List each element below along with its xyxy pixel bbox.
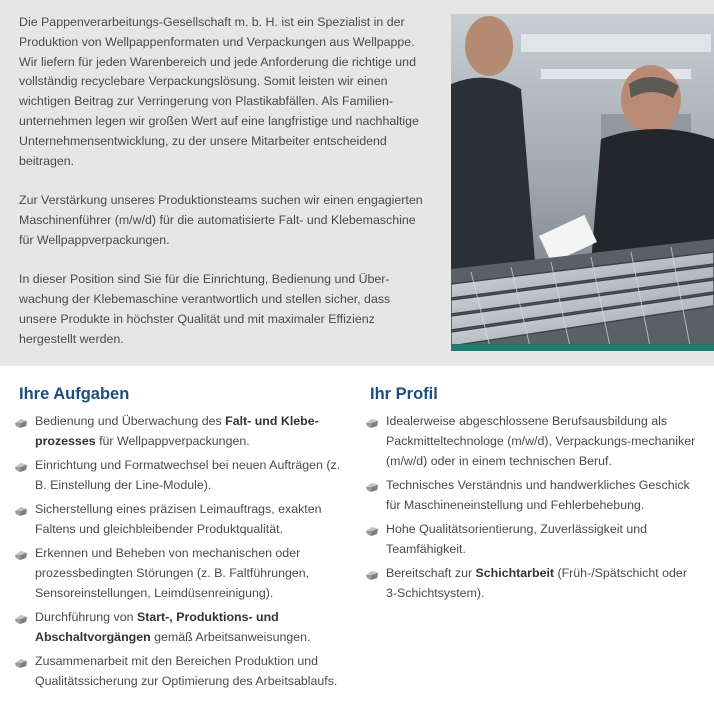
list-item: Technisches Verständnis und handwerkliches Geschick für Maschineneinstellung und Fehlerbehebung. [370, 475, 700, 515]
list-item: Zusammenarbeit mit den Bereichen Produktion und Qualitätssicherung zur Optimierung des Arbeitsablaufs. [19, 651, 349, 691]
list-item: Durchführung von Start-, Produktions- und Abschaltvorgängen gemäß Arbeitsanweisungen. [19, 607, 349, 647]
aufgaben-section [19, 385, 349, 695]
photo-illustration-icon [451, 14, 714, 351]
aufgaben-heading: Ihre Aufgaben [19, 385, 130, 403]
intro-paragraph-2: Zur Verstärkung unseres Produktionsteams suchen wir einen engagierten Maschinenführer (m/w/d) für die automatisierte Falt- und Klebemaschine für Wellpappverpackungen. [19, 193, 423, 247]
intro-text [19, 13, 429, 369]
box-bullet-icon [14, 655, 28, 667]
list-item: Erkennen und Beheben von mechanischen oder prozessbedingten Störungen (z. B. Faltführungen, Sensoreinstellungen, Leimdüsenreinigung). [19, 543, 349, 603]
profil-list [370, 411, 700, 603]
workers-photo [451, 14, 714, 351]
list-item: Sicherstellung eines präzisen Leimauftrags, exakten Faltens und gleichbleibender Produktqualität. [19, 499, 349, 539]
box-bullet-icon [365, 479, 379, 491]
list-item: Idealerweise abgeschlossene Berufsausbildung als Packmitteltechnologe (m/w/d), Verpackungs-mechaniker (m/w/d) oder in einem technischen Beruf. [370, 411, 700, 471]
list-item: Bedienung und Überwachung des Falt- und Klebe-prozesses für Wellpappverpackungen. [19, 411, 349, 451]
profil-section [370, 385, 700, 607]
box-bullet-icon [14, 459, 28, 471]
emphasis-text: Start-, Produktions- und Abschaltvorgängen [35, 610, 279, 644]
box-bullet-icon [14, 611, 28, 623]
emphasis-text: Schichtarbeit [475, 566, 555, 580]
list-item: Hohe Qualitätsorientierung, Zuverlässigkeit und Teamfähigkeit. [370, 519, 700, 559]
box-bullet-icon [365, 415, 379, 427]
box-bullet-icon [14, 547, 28, 559]
box-bullet-icon [365, 523, 379, 535]
list-item: Bereitschaft zur Schichtarbeit (Früh-/Spätschicht oder 3-Schichtsystem). [370, 563, 700, 603]
box-bullet-icon [14, 503, 28, 515]
intro-paragraph-1: Die Pappenverarbeitungs-Gesellschaft m. b. H. ist ein Spezialist in der Produktion von Wellpappenformaten und Verpackungen aus Wellpappe. Wir liefern für jeden Warenbereich und jede Anforderung die richtige und vollständig recyclebare Verpackungslösung. Somit leisten wir einen wichtigen Beitrag zur Verringerung von Plastikabfällen. Als Familien-unternehmen legen wir großen Wert auf eine langfristige und nachhaltige Unternehmensentwicklung, zu der unsere Mitarbeiter entscheidend beitragen. [19, 15, 419, 168]
intro-paragraph-3: In dieser Position sind Sie für die Einrichtung, Bedienung und Über-wachung der Klebemaschine verantwortlich und stellen sicher, dass unsere Produkte in höchster Qualität und mit maximaler Effizienz hergestellt werden. [19, 272, 391, 346]
box-bullet-icon [14, 415, 28, 427]
aufgaben-list [19, 411, 349, 691]
box-bullet-icon [365, 567, 379, 579]
list-item: Einrichtung und Formatwechsel bei neuen Aufträgen (z. B. Einstellung der Line-Module). [19, 455, 349, 495]
emphasis-text: Falt- und Klebe-prozesses [35, 414, 319, 448]
profil-heading: Ihr Profil [370, 385, 438, 403]
